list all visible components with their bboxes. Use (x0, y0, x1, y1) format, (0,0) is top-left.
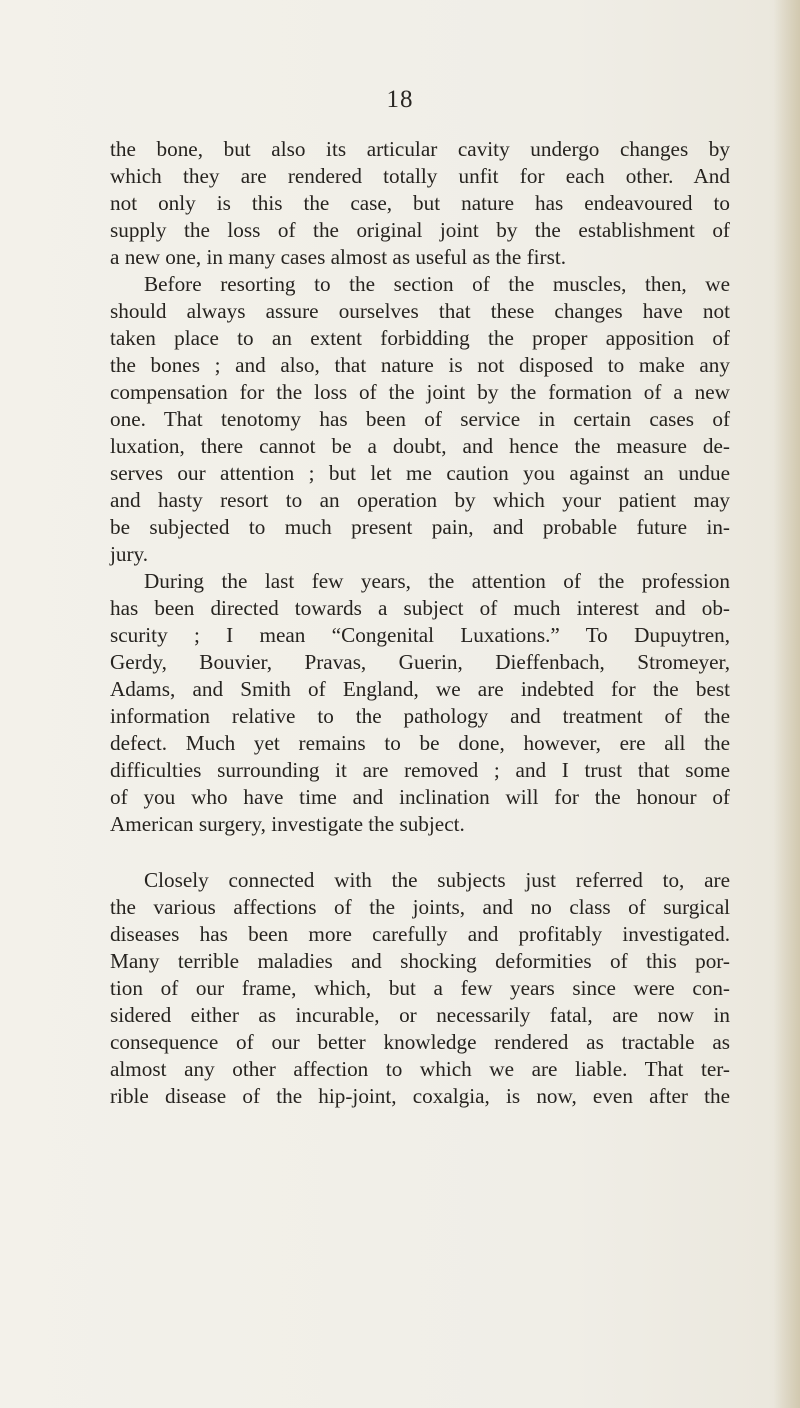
body-text (110, 136, 730, 1110)
text-line: Before resorting to the section of the muscles, then, we (144, 272, 730, 296)
text-line: serves our attention ; but let me caution you against an undue (110, 461, 730, 485)
page-edge-shadow (774, 0, 800, 1408)
text-line: be subjected to much present pain, and probable future in- (110, 515, 730, 539)
text-line: and hasty resort to an operation by which your patient may (110, 488, 730, 512)
text-line: difficulties surrounding it are removed ; and I trust that some (110, 758, 730, 782)
text-line: Closely connected with the subjects just referred to, are (144, 868, 730, 892)
page-number: 18 (386, 86, 414, 113)
text-line: not only is this the case, but nature has endeavoured to (110, 191, 730, 215)
text-line: scurity ; I mean “Congenital Luxations.” To Dupuytren, (110, 623, 730, 647)
text-line: rible disease of the hip-joint, coxalgia, is now, even after the (110, 1084, 730, 1108)
text-line: information relative to the pathology and treatment of the (110, 704, 730, 728)
text-line: jury. (110, 542, 149, 566)
text-line: Adams, and Smith of England, we are indebted for the best (110, 677, 730, 701)
text-line: defect. Much yet remains to be done, however, ere all the (110, 731, 730, 755)
text-line: diseases has been more carefully and profitably investigated. (110, 922, 730, 946)
text-line: American surgery, investigate the subject. (110, 812, 465, 836)
paragraph-4 (110, 867, 730, 1110)
text-line: Many terrible maladies and shocking deformities of this por- (110, 949, 730, 973)
text-line: which they are rendered totally unfit for each other. And (110, 164, 730, 188)
text-line: luxation, there cannot be a doubt, and hence the measure de- (110, 434, 730, 458)
text-line: has been directed towards a subject of much interest and ob- (110, 596, 730, 620)
text-line: During the last few years, the attention of the profession (144, 569, 730, 593)
text-line: a new one, in many cases almost as useful as the first. (110, 245, 566, 269)
text-line: compensation for the loss of the joint by the formation of a new (110, 380, 730, 404)
paragraph-3 (110, 568, 730, 838)
text-line: Gerdy, Bouvier, Pravas, Guerin, Dieffenbach, Stromeyer, (110, 650, 730, 674)
text-line: taken place to an extent forbidding the proper apposition of (110, 326, 730, 350)
text-line: consequence of our better knowledge rendered as tractable as (110, 1030, 730, 1054)
text-line: tion of our frame, which, but a few years since were con- (110, 976, 730, 1000)
text-line: the bones ; and also, that nature is not disposed to make any (110, 353, 730, 377)
paragraph-gap (110, 838, 730, 867)
text-line: one. That tenotomy has been of service in certain cases of (110, 407, 730, 431)
text-line: almost any other affection to which we are liable. That ter- (110, 1057, 730, 1081)
text-line: supply the loss of the original joint by the establishment of (110, 218, 730, 242)
paragraph-2 (110, 271, 730, 568)
text-line: should always assure ourselves that these changes have not (110, 299, 730, 323)
text-line: the bone, but also its articular cavity undergo changes by (110, 137, 730, 161)
paragraph-1 (110, 136, 730, 271)
text-line: of you who have time and inclination will for the honour of (110, 785, 730, 809)
text-line: the various affections of the joints, and no class of surgical (110, 895, 730, 919)
text-line: sidered either as incurable, or necessarily fatal, are now in (110, 1003, 730, 1027)
